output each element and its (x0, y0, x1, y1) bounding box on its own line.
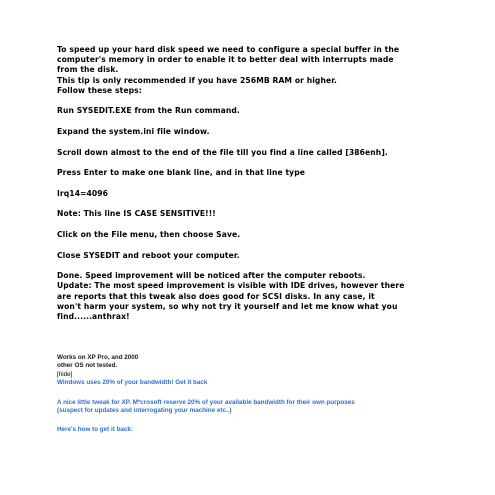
hide-link[interactable]: [hide] (57, 370, 73, 378)
intro-paragraph (57, 45, 467, 96)
code-line: Irq14=4096 (57, 188, 109, 198)
footer-section (57, 354, 477, 435)
done-line: Done. Speed improvement will be noticed after the computer reboots. (57, 271, 366, 281)
done-line: find......anthrax! (57, 311, 130, 321)
article-body (57, 45, 467, 333)
step-enter: Press Enter to make one blank line, and in that line type (57, 168, 306, 178)
tweak-line: A nice little tweak for XP. M*crosoft reserve 20% of your available bandwidth for their own purposes (57, 398, 355, 406)
intro-line: from the disk. (57, 65, 119, 75)
done-paragraph (57, 271, 467, 322)
case-note: Note: This line IS CASE SENSITIVE!!! (57, 209, 216, 219)
tweak-line: (suspect for updates and interrogating your machine etc..) (57, 407, 232, 415)
step-close: Close SYSEDIT and reboot your computer. (57, 250, 240, 260)
how-to-heading: Here's how to get it back: (57, 426, 134, 434)
intro-line: To speed up your hard disk speed we need to configure a special buffer in the (57, 45, 400, 54)
step-save: Click on the File menu, then choose Save. (57, 229, 241, 239)
bandwidth-title-link[interactable]: Windows uses 20% of your bandwidth! Get it back (57, 379, 208, 387)
step-expand: Expand the system.ini file window. (57, 127, 210, 136)
works-on-text: Works on XP Pro, and 2000 (57, 354, 139, 361)
intro-line: Follow these steps: (57, 85, 142, 95)
done-line: won't harm your system, so why not try it yourself and let me know what you (57, 301, 398, 311)
step-scroll: Scroll down almost to the end of the file till you find a line called [386enh]. (57, 147, 388, 157)
intro-line: computer's memory in order to enable it to better deal with interrupts made (57, 55, 394, 65)
intro-line: This tip is only recommended if you have 256MB RAM or higher. (57, 75, 337, 85)
step-run: Run SYSEDIT.EXE from the Run command. (57, 106, 240, 116)
other-os-text: other OS not tested. (57, 362, 118, 370)
done-line: are reports that this tweak also does good for SCSI disks. In any case, it (57, 291, 375, 301)
done-line: Update: The most speed improvement is visible with IDE drives, however there (57, 281, 405, 291)
